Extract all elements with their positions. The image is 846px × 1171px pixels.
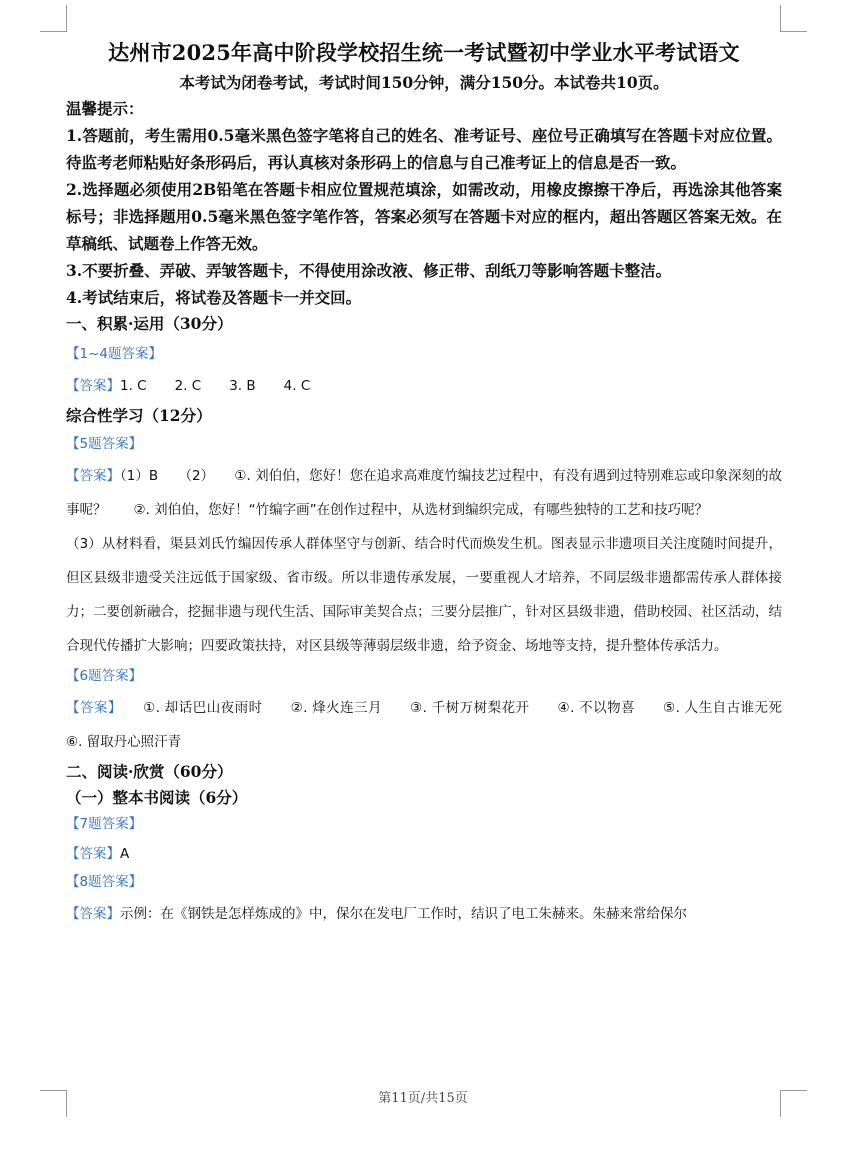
answer-label: 【答案】: [66, 906, 120, 922]
answer-q1-4: [66, 369, 782, 403]
section-heading-part1: 一、积累·运用（30分）: [66, 314, 233, 333]
answer-label: 【答案】: [66, 468, 121, 484]
exam-subtitle: 本考试为闭卷考试，考试时间150分钟，满分150分。本试卷共10页。: [179, 73, 669, 92]
answer-label: 【答案】: [66, 700, 116, 716]
answer-text: （1）B （2） ①. 刘伯伯，您好！您在追求高难度竹编技艺过程中，有没有遇到过特别难忘或印象深刻的故事呢？ ②. 刘伯伯，您好！“竹编字画”在创作过程中，从选材到编织完成，有哪些独特的工艺和技巧呢？: [66, 468, 782, 518]
crop-mark-top-right: [780, 5, 807, 32]
section-subheading-whole-book: （一）整本书阅读（6分）: [66, 788, 248, 807]
section-heading-part2: 二、阅读·欣赏（60分）: [66, 762, 233, 781]
answer-tag-q6: 【6题答案】: [66, 668, 143, 684]
page-footer: 第11页/共15页: [378, 1091, 468, 1106]
answer-text: ①. 却话巴山夜雨时 ②. 烽火连三月 ③. 千树万树梨花开 ④. 不以物喜 ⑤. 人生自古谁无死 ⑥. 留取丹心照汗青: [66, 700, 809, 750]
answer-text: 示例：在《钢铁是怎样炼成的》中，保尔在发电厂工作时，结识了电工朱赫来。朱赫来常给保尔: [120, 906, 687, 922]
tip-item-2: 2.选择题必须使用2B铅笔在答题卡相应位置规范填涂，如需改动，用橡皮擦擦干净后，再选涂其他答案标号；非选择题用0.5毫米黑色签字笔作答，答案必须写在答题卡对应的框内，超出答题区答案无效。在草稿纸、试题卷上作答无效。: [66, 180, 782, 253]
tip-item-1: 1.答题前，考生需用0.5毫米黑色签字笔将自己的姓名、准考证号、座位号正确填写在答题卡对应位置。待监考老师粘贴好条形码后，再认真核对条形码上的信息与自己准考证上的信息是否一致。: [66, 126, 782, 172]
answer-item: 2. C: [174, 378, 202, 394]
answer-item: 4. C: [283, 378, 311, 394]
page-content: [66, 38, 809, 931]
answer-item: 1. C: [120, 378, 147, 394]
answer-q5-part1: [66, 459, 782, 527]
answer-label: 【答案】: [66, 378, 120, 394]
answer-tag-q8: 【8题答案】: [66, 874, 143, 890]
answer-tag-q5: 【5题答案】: [66, 436, 143, 452]
answer-q5-part3: （3）从材料看，渠县刘氏竹编因传承人群体坚守与创新、结合时代而焕发生机。图表显示非遗项目关注度随时间提升，但区县级非遗受关注远低于国家级、省市级。所以非遗传承发展，一要重视人才培养，不同层级非遗都需传承人群体接力；二要创新融合，挖掘非遗与现代生活、国际审美契合点；三要分层推广，针对区县级非遗，借助校园、社区活动，结合现代传播扩大影响；四要政策扶持，对区县级等薄弱层级非遗，给予资金、场地等支持，提升整体传承活力。: [66, 536, 782, 654]
section-heading-comprehensive: 综合性学习（12分）: [66, 406, 212, 425]
crop-mark-top-left: [40, 5, 67, 32]
answer-q8: [66, 897, 782, 931]
tips-heading: 温馨提示：: [66, 99, 144, 118]
answer-q7: [66, 837, 782, 871]
tip-item-3: 3.不要折叠、弄破、弄皱答题卡，不得使用涂改液、修正带、刮纸刀等影响答题卡整洁。: [66, 261, 672, 280]
answer-label: 【答案】: [66, 846, 120, 862]
page-title: 达州市2025年高中阶段学校招生统一考试暨初中学业水平考试语文: [108, 40, 740, 65]
tip-item-4: 4.考试结束后，将试卷及答题卡一并交回。: [66, 288, 362, 307]
answer-text: A: [120, 846, 130, 862]
answer-tag-q1-4: 【1~4题答案】: [66, 346, 162, 362]
answer-q6: [66, 691, 809, 759]
answer-tag-q7: 【7题答案】: [66, 816, 143, 832]
answer-item: 3. B: [229, 378, 256, 394]
